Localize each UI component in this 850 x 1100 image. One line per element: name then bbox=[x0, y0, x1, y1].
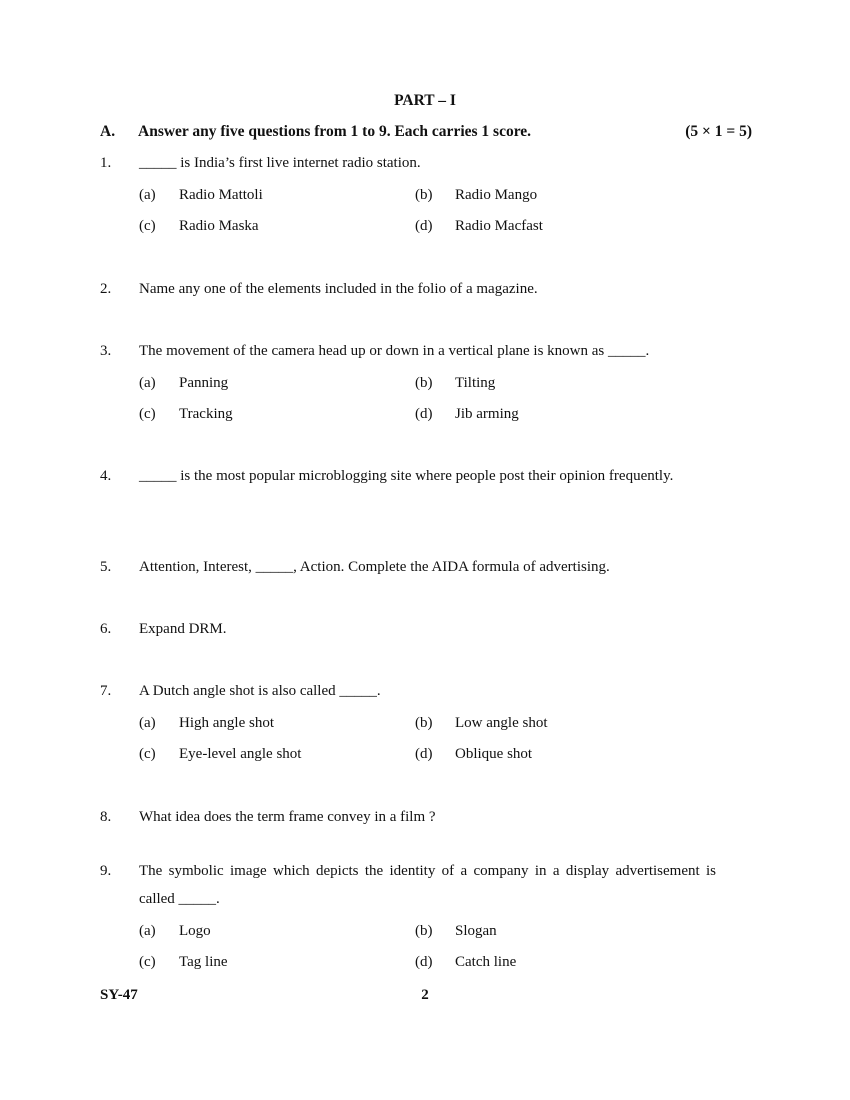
option-label: (d) bbox=[415, 406, 433, 422]
question-6 bbox=[100, 615, 716, 643]
question-2 bbox=[100, 275, 716, 303]
option-label: (a) bbox=[139, 187, 156, 203]
option-list bbox=[139, 709, 716, 771]
question-number: 7. bbox=[100, 683, 112, 699]
section-instruction: Answer any five questions from 1 to 9. Each carries 1 score. bbox=[138, 123, 532, 140]
option-text: Radio Mattoli bbox=[179, 187, 263, 203]
option-label: (b) bbox=[415, 375, 433, 391]
option-text: Eye-level angle shot bbox=[179, 746, 302, 762]
option-label: (c) bbox=[139, 218, 156, 234]
option-label: (d) bbox=[415, 954, 433, 970]
option-text: Tag line bbox=[179, 954, 228, 970]
question-1 bbox=[100, 149, 716, 243]
option-text: Jib arming bbox=[455, 406, 519, 422]
option-label: (b) bbox=[415, 187, 433, 203]
question-number: 9. bbox=[100, 863, 112, 879]
question-text: _____ is India’s first live internet radio station. bbox=[139, 155, 421, 171]
page-title: PART – I bbox=[394, 92, 456, 109]
option-text: High angle shot bbox=[179, 715, 274, 731]
option-label: (c) bbox=[139, 746, 156, 762]
question-text: Attention, Interest, _____, Action. Complete the AIDA formula of advertising. bbox=[139, 559, 610, 575]
question-9 bbox=[100, 857, 716, 979]
option-text: Low angle shot bbox=[455, 715, 548, 731]
option-text: Panning bbox=[179, 375, 229, 391]
option-list bbox=[139, 181, 716, 243]
question-number: 4. bbox=[100, 468, 112, 484]
question-8 bbox=[100, 803, 716, 831]
option-list bbox=[139, 369, 716, 431]
option-list bbox=[139, 917, 716, 979]
option-label: (d) bbox=[415, 218, 433, 234]
question-number: 6. bbox=[100, 621, 112, 637]
option-label: (b) bbox=[415, 923, 433, 939]
option-label: (a) bbox=[139, 375, 156, 391]
question-text: The symbolic image which depicts the identity of a company in a display advertisement is called _____. bbox=[139, 863, 716, 907]
option-label: (b) bbox=[415, 715, 433, 731]
question-5 bbox=[100, 553, 716, 581]
option-text: Logo bbox=[179, 923, 211, 939]
question-text: Expand DRM. bbox=[139, 621, 227, 637]
option-text: Radio Macfast bbox=[455, 218, 543, 234]
option-label: (c) bbox=[139, 406, 156, 422]
question-text: What idea does the term frame convey in a film ? bbox=[139, 809, 436, 825]
question-number: 1. bbox=[100, 155, 112, 171]
paper-code: SY-47 bbox=[100, 987, 138, 1003]
option-text: Radio Mango bbox=[455, 187, 538, 203]
page-number: 2 bbox=[421, 987, 429, 1003]
option-text: Tracking bbox=[179, 406, 233, 422]
option-label: (c) bbox=[139, 954, 156, 970]
question-text: _____ is the most popular microblogging site where people post their opinion frequently. bbox=[139, 468, 674, 484]
question-text: Name any one of the elements included in the folio of a magazine. bbox=[139, 281, 538, 297]
question-number: 3. bbox=[100, 343, 112, 359]
option-text: Catch line bbox=[455, 954, 517, 970]
question-number: 2. bbox=[100, 281, 112, 297]
question-number: 8. bbox=[100, 809, 112, 825]
section-letter: A. bbox=[100, 123, 116, 140]
question-number: 5. bbox=[100, 559, 112, 575]
option-text: Tilting bbox=[455, 375, 496, 391]
option-label: (a) bbox=[139, 923, 156, 939]
question-3 bbox=[100, 337, 716, 431]
question-4 bbox=[100, 462, 716, 490]
option-text: Oblique shot bbox=[455, 746, 533, 762]
question-text: A Dutch angle shot is also called _____. bbox=[139, 683, 381, 699]
section-marks: (5 × 1 = 5) bbox=[685, 123, 752, 140]
option-label: (d) bbox=[415, 746, 433, 762]
question-text: The movement of the camera head up or down in a vertical plane is known as _____. bbox=[139, 343, 650, 359]
option-label: (a) bbox=[139, 715, 156, 731]
option-text: Radio Maska bbox=[179, 218, 259, 234]
option-text: Slogan bbox=[455, 923, 497, 939]
question-7 bbox=[100, 677, 716, 771]
